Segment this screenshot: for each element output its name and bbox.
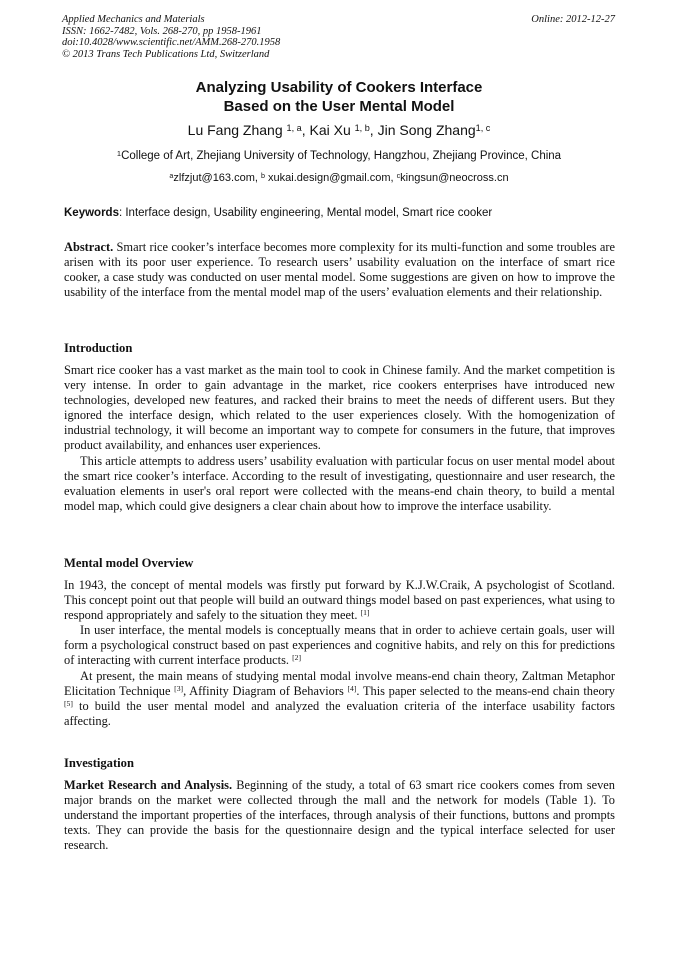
affiliation [0,149,678,163]
investigation-heading: Investigation [64,756,134,770]
citation-ref: [5] [64,698,73,708]
introduction-paragraph-1: Smart rice cooker has a vast market as the main tool to cook in Chinese family. And the market competition is very intense. In order to gain advantage in the market, rice cookers enterprises have introduced new technologies, developed new features, and racked their brains to meet the needs of different users. But they ignored the interface design, which related to the user experiences closely. With the homogenization of industrial technology, it will become an important way to compete for consumers in the future, that improves product availability, and enhances user experiences. [64,363,615,453]
mental-model-body [64,578,615,729]
affiliation-text: College of Art, Zhejiang University of Technology, Hangzhou, Zhejiang Province, China [121,150,562,162]
citation-ref: [2] [292,653,302,663]
introduction-body [64,363,615,514]
author-separator: , [369,122,378,138]
issn-line: ISSN: 1662-7482, Vols. 268-270, pp 1958-1961 [62,25,262,37]
citation-ref: [4] [347,683,357,693]
email-list [0,171,678,185]
mental-model-paragraph-2 [64,623,615,668]
introduction-heading: Introduction [64,341,133,355]
paragraph-text: to build the user mental model and analyzed the evaluation criteria of the interface usability factors affecting. [64,698,615,728]
abstract [64,240,615,300]
market-research-label: Market Research and Analysis. [64,778,233,792]
keywords-text: : Interface design, Usability engineering, Mental model, Smart rice cooker [118,207,493,219]
paragraph-text: At present, the main means of studying mental modal involve means-end chain theory, Zaltman Metaphor Elicitation Technique [64,668,615,698]
email-marker: c [396,172,401,180]
author-separator: , [301,122,310,138]
journal-name: Applied Mechanics and Materials [62,14,205,25]
abstract-text: Smart rice cooker’s interface becomes more complexity for its multi-function and some troubles are arisen with its poor user experience. To research users’ usability evaluation on the interface of smart rice cooker, a case study was conducted on user mental model. Some suggestions are given on how to improve the usability of the interface from the mental model map of the users’ evaluation elements and their relationship. [64,240,615,300]
paragraph-text: In 1943, the concept of mental models was firstly put forward by K.J.W.Craik, A psychologist of Scotland. This concept point out that people will build an outward things model based on past experiences, what using to respond appropriately and safely to the situation they meet. [64,578,615,623]
doi-line: doi:10.4028/www.scientific.net/AMM.268-270.1958 [62,37,281,48]
affiliation-marker: 1 [116,149,122,158]
email-1: zlfzjut@163.com, [173,172,261,184]
author-3: Jin Song Zhang [377,122,476,138]
mental-model-heading: Mental model Overview [64,556,194,570]
author-list [0,121,678,139]
keywords-label: Keywords [64,207,119,219]
abstract-label: Abstract. [64,240,114,254]
investigation-body [64,778,615,853]
paper-title-line-1: Analyzing Usability of Cookers Interface [195,79,483,96]
email-3: kingsun@neocross.cn [400,172,509,184]
introduction-paragraph-2: This article attempts to address users’ usability evaluation with particular focus on user mental model about the smart rice cooker’s interface. According to the result of investigating, questionnaire and user research, the evaluation elements in user's oral report were collected with the means-end chain theory, to build a mental model map, which could give designers a clear chain about how to improve the interface usability. [64,453,615,513]
market-research-text: Beginning of the study, a total of 63 smart rice cookers comes from seven major brands on the market were collected through the mall and the network for models (Table 1). To understand the important properties of the interfaces, through analysis of their functions, buttons and prompts texts. They can provide the basis for the questionnaire design and the typical interface selected for user research. [64,778,615,853]
keywords [64,206,616,220]
paragraph-text: , Affinity Diagram of Behaviors [183,683,344,698]
copyright-line: © 2013 Trans Tech Publications Ltd, Switzerland [62,48,270,60]
author-2: Kai Xu [309,122,355,138]
author-1-affil: 1, a [286,123,302,133]
email-marker: a [169,172,174,180]
citation-ref: [3] [174,683,184,693]
author-1: Lu Fang Zhang [187,122,287,138]
paragraph-text: In user interface, the mental models is conceptually means that in order to achieve certain goals, user will form a psychological construct based on past experiences and cognitive habits, and rely on this for predictions of interacting with current interface products. [64,623,615,668]
email-marker: b [261,172,265,180]
online-date: Online: 2012-12-27 [531,14,615,25]
email-2: xukai.design@gmail.com, [264,172,397,184]
mental-model-paragraph-3 [64,669,615,729]
author-3-affil: 1, c [475,123,491,133]
paragraph-text: . This paper selected to the means-end chain theory [356,683,615,698]
citation-ref: [1] [360,608,370,618]
mental-model-paragraph-1 [64,578,615,623]
journal-header [62,14,615,60]
author-2-affil: 1, b [354,123,370,133]
paper-title-line-2: Based on the User Mental Model [223,98,455,115]
